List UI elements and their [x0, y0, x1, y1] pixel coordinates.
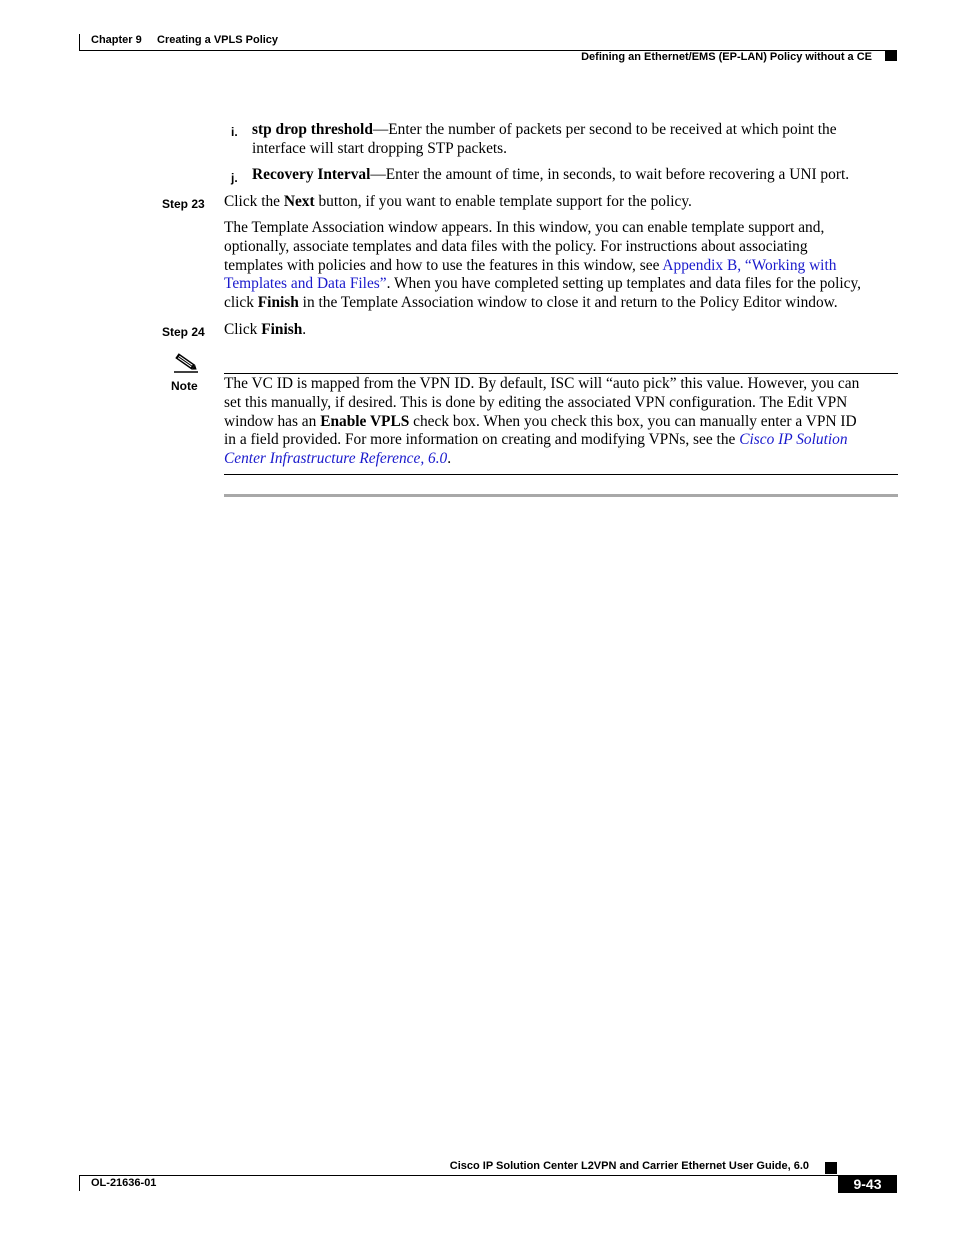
step-23-instruction — [224, 193, 692, 212]
section-title: Defining an Ethernet/EMS (EP-LAN) Policy without a CE — [581, 51, 872, 63]
page-number: 9-43 — [853, 1176, 882, 1192]
header-left-rule — [79, 34, 80, 50]
footer-left-rule — [79, 1175, 80, 1191]
note-line2: set this manually, if desired. This is done by editing the associated VPN configuration. The Edit VPN — [224, 393, 848, 411]
appendix-b-link[interactable]: Appendix B, “Working with — [662, 256, 837, 274]
step-24-post: . — [302, 321, 307, 338]
item-j-text — [252, 166, 849, 185]
step-23-next: Next — [283, 193, 315, 210]
note-bottom-rule — [224, 474, 898, 475]
step-23-para-line2: optionally, associate templates and data files with the policy. For instructions about associating — [224, 237, 808, 255]
step-23-para-line1: The Template Association window appears. In this window, you can enable template support and, — [224, 219, 825, 236]
item-j-desc: —Enter the amount of time, in seconds, to wait before recovering a UNI port. — [370, 166, 850, 183]
footer-block-marker — [825, 1162, 837, 1174]
appendix-b-link-cont[interactable]: Templates and Data Files” — [224, 275, 387, 293]
step-23-post: button, if you want to enable template support for the policy. — [314, 193, 692, 210]
step-24-pre: Click — [224, 321, 262, 338]
note-label: Note — [171, 379, 198, 393]
note-line1: The VC ID is mapped from the VPN ID. By default, ISC will “auto pick” this value. However, you can — [224, 375, 860, 392]
item-j-term: Recovery Interval — [252, 166, 371, 183]
doc-number: OL-21636-01 — [91, 1177, 157, 1189]
chapter-label: Chapter 9 — [91, 34, 142, 46]
item-i-text — [252, 121, 912, 159]
note-line3-pre: window has an — [224, 412, 321, 430]
chapter-title: Creating a VPLS Policy — [157, 34, 279, 46]
step-24-finish: Finish — [261, 321, 303, 338]
note-line3-post: check box. When you check this box, you can manually enter a VPN ID — [409, 412, 857, 430]
footer-rule — [79, 1175, 897, 1176]
step-23-para-line5-post: in the Template Association window to close it and return to the Policy Editor window. — [298, 294, 838, 312]
note-line4-pre: in a field provided. For more information on creating and modifying VPNs, see the — [224, 431, 740, 449]
step-23-para-line3: templates with policies and how to use the features in this window, see — [224, 256, 663, 274]
note-line5-post: . — [447, 450, 452, 468]
item-i-line1: —Enter the number of packets per second to be received at which point the — [372, 121, 837, 138]
header-block-marker — [885, 51, 897, 61]
step-23-label: Step 23 — [162, 197, 205, 211]
step-23-finish: Finish — [257, 294, 299, 312]
pencil-icon — [172, 351, 200, 373]
note-top-rule — [224, 373, 898, 374]
note-enable-vpls: Enable VPLS — [320, 412, 410, 430]
step-23-para-line5-pre: click — [224, 294, 258, 312]
item-i-term: stp drop threshold — [252, 121, 373, 138]
step-24-instruction — [224, 321, 306, 340]
section-end-rule — [224, 494, 898, 497]
item-i-line2: interface will start dropping STP packets. — [252, 139, 508, 157]
cisco-ip-solution-link[interactable]: Cisco IP Solution — [739, 431, 848, 449]
item-i-label: i. — [231, 125, 238, 139]
step-23-pre: Click the — [224, 193, 284, 210]
note-body — [224, 375, 859, 469]
step-23-para-line4: . When you have completed setting up templates and data files for the policy, — [386, 275, 862, 293]
step-23-paragraph — [224, 219, 861, 313]
guide-title: Cisco IP Solution Center L2VPN and Carrier Ethernet User Guide, 6.0 — [449, 1160, 809, 1172]
step-24-label: Step 24 — [162, 325, 205, 339]
cisco-ip-solution-link-cont[interactable]: Center Infrastructure Reference, 6.0 — [224, 450, 448, 468]
item-j-label: j. — [231, 171, 238, 185]
